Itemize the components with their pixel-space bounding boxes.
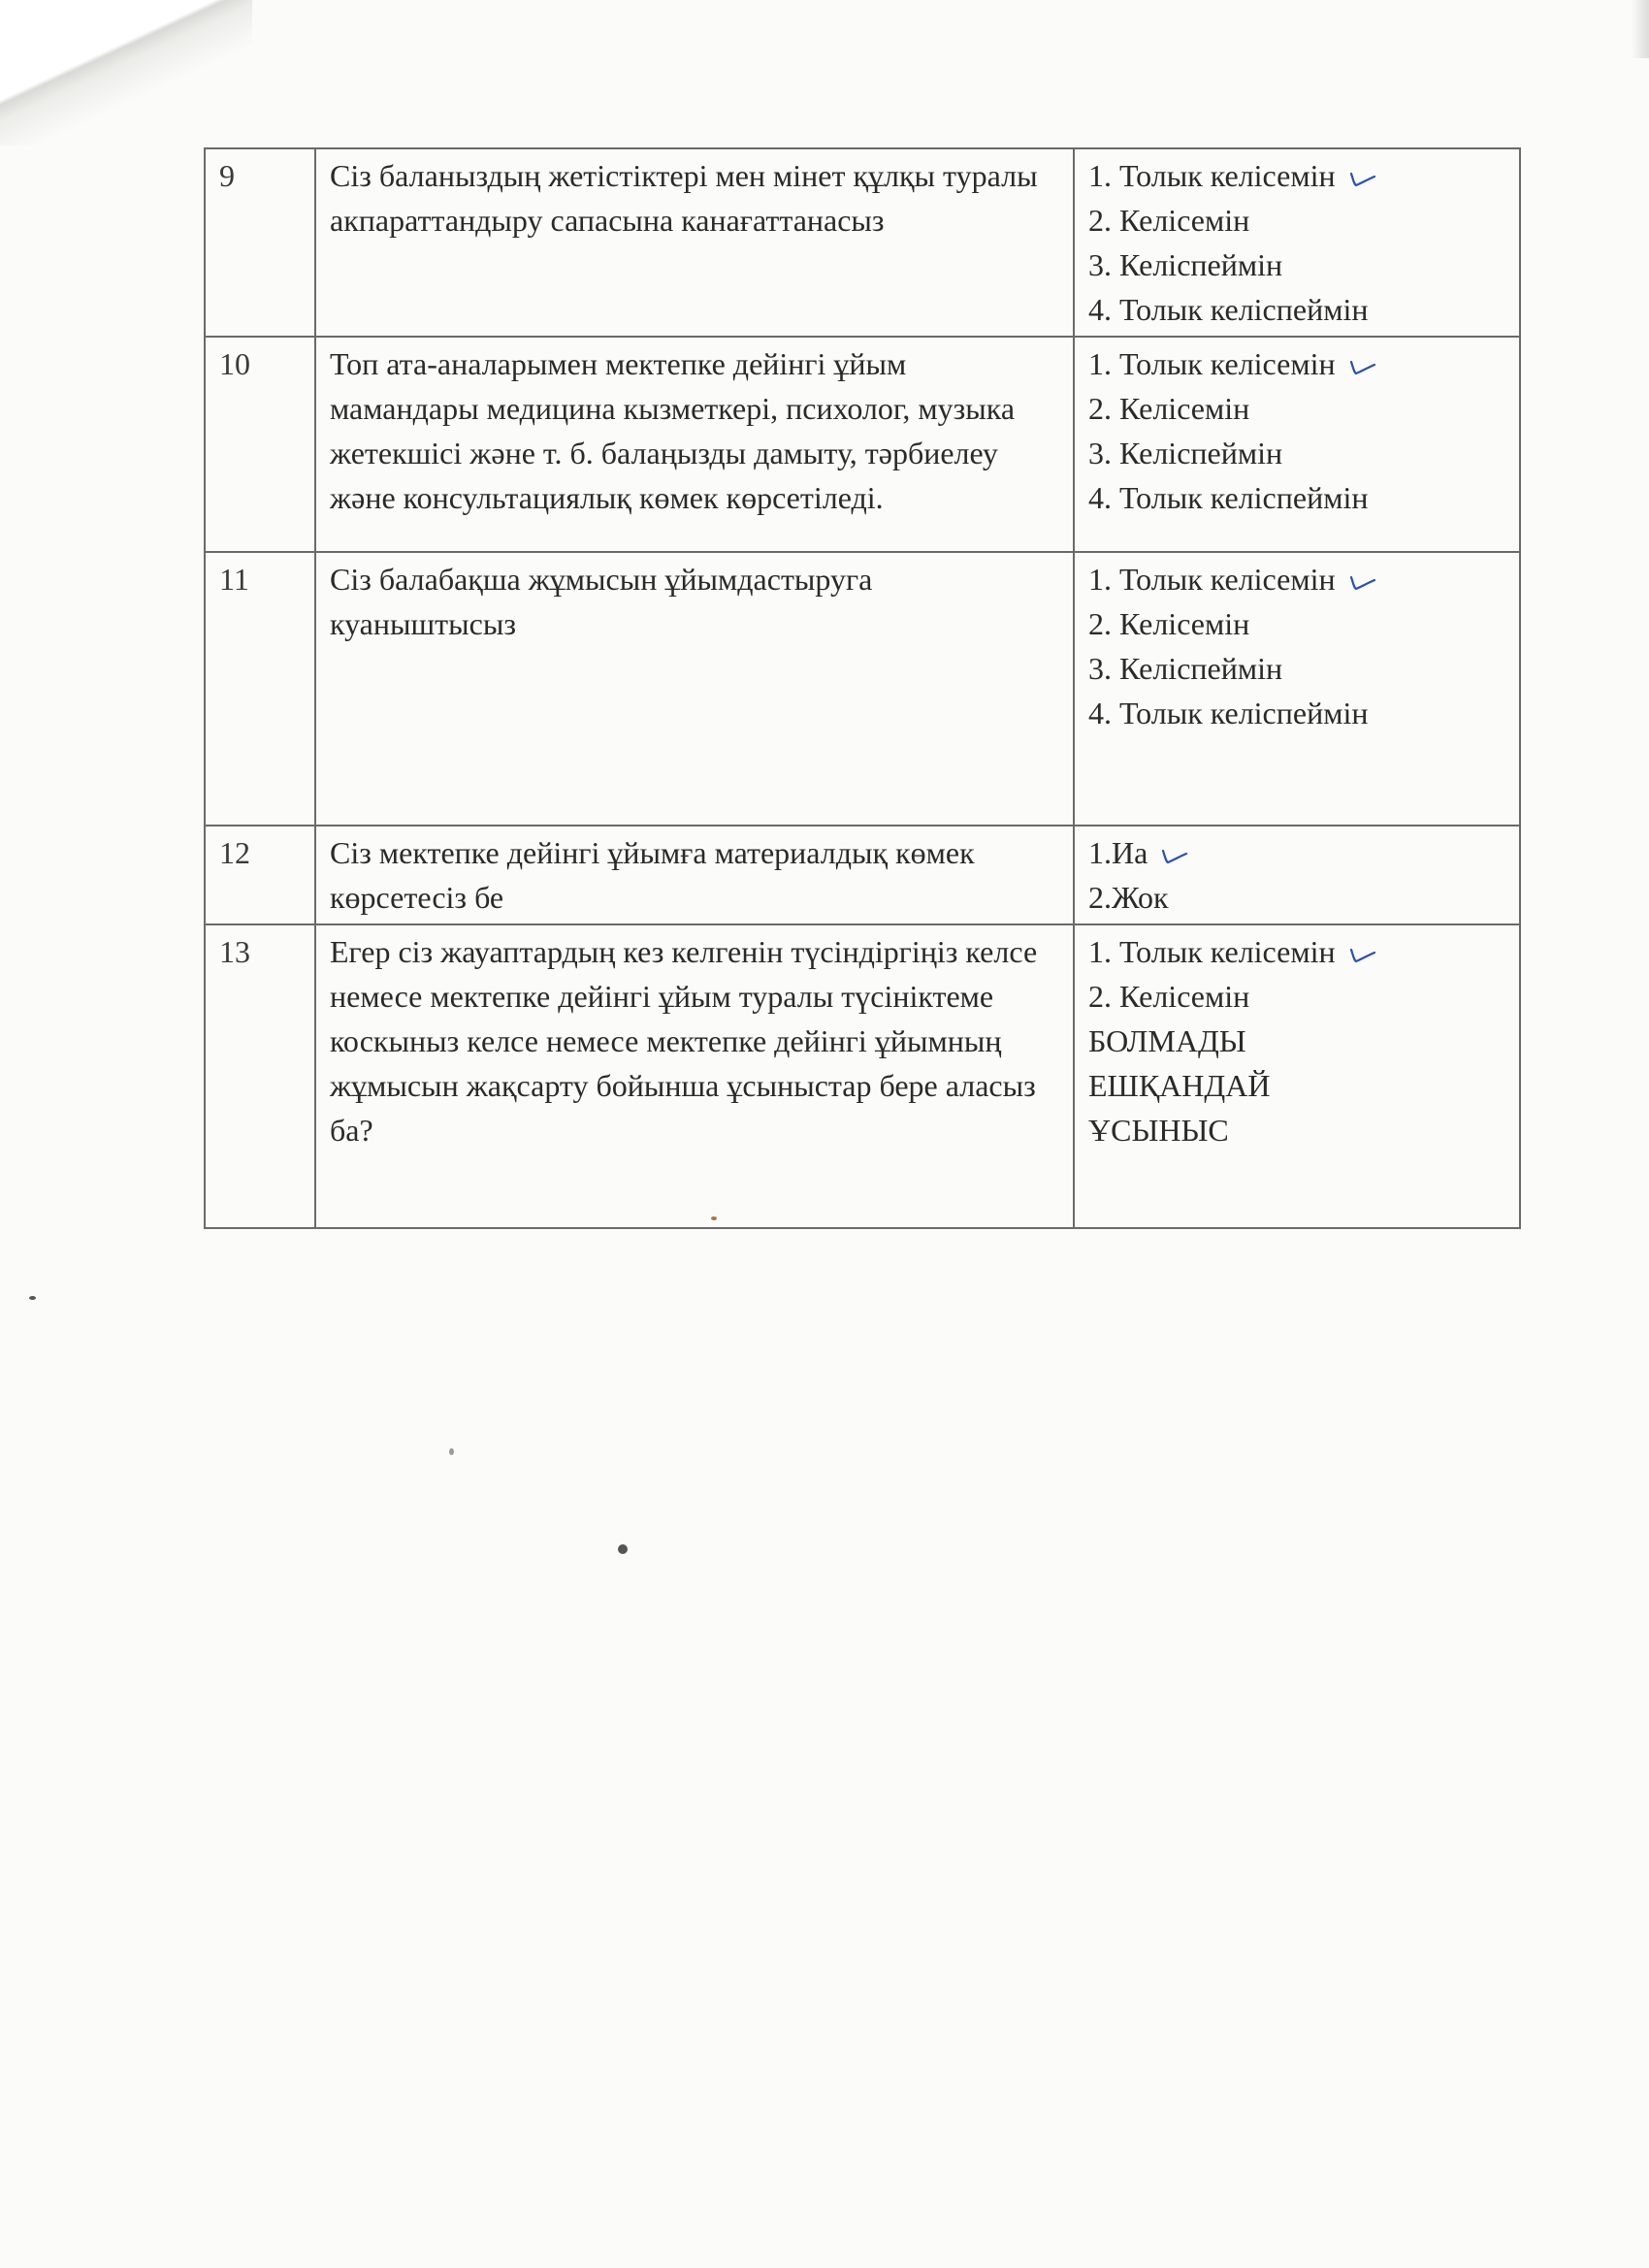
answer-options <box>1074 826 1520 924</box>
handwritten-comment-line: ЕШҚАНДАЙ <box>1088 1068 1271 1103</box>
question-number: 9 <box>205 148 315 337</box>
question-number: 11 <box>205 552 315 826</box>
table-row <box>205 337 1520 552</box>
answer-option <box>1088 341 1505 386</box>
answer-list <box>1088 830 1505 920</box>
answer-option-label: 4. Толык келіспеймін <box>1088 696 1369 730</box>
answer-option-label: 1. Толык келісемін <box>1088 346 1336 381</box>
answer-list <box>1088 929 1505 1019</box>
handwritten-checkmark-icon <box>1349 359 1376 376</box>
answer-option <box>1088 691 1505 735</box>
answer-option <box>1088 198 1505 243</box>
answer-option <box>1088 875 1505 920</box>
answer-option-label: 4. Толык келіспеймін <box>1088 480 1369 515</box>
answer-option <box>1088 929 1505 974</box>
question-text: Топ ата-аналарымен мектепке дейінгі ұйым мамандары медицина кызметкері, психолог, музыка жетекшісі және т. б. балаңызды дамыту, тәрбиелеу және консультациялық көмек көрсетіледі. <box>315 337 1074 552</box>
answer-option <box>1088 287 1505 332</box>
scan-speck <box>711 1216 717 1220</box>
question-text: Егер сіз жауаптардың кез келгенін түсіндіргіңіз келсе немесе мектепке дейінгі ұйым туралы түсініктеме коскыныз келсе немесе мектепке дейінгі ұйымның жұмысын жақсарту бойынша ұсыныстар бере аласыз ба? <box>315 924 1074 1228</box>
table-row <box>205 826 1520 924</box>
answer-options <box>1074 148 1520 337</box>
answer-list <box>1088 341 1505 520</box>
answer-option-label: 4. Толык келіспеймін <box>1088 292 1369 327</box>
answer-option-label: 2. Келісемін <box>1088 606 1250 641</box>
answer-option-label: 1.Иа <box>1088 835 1148 870</box>
answer-list <box>1088 153 1505 332</box>
table-row <box>205 924 1520 1228</box>
answer-options <box>1074 337 1520 552</box>
answer-option-label: 1. Толык келісемін <box>1088 562 1336 597</box>
folded-corner <box>0 0 252 146</box>
handwritten-checkmark-icon <box>1349 947 1376 964</box>
answer-list <box>1088 557 1505 735</box>
handwritten-checkmark-icon <box>1349 574 1376 592</box>
answer-option <box>1088 646 1505 691</box>
scan-speck <box>29 1296 36 1300</box>
answer-option-label: 2. Келісемін <box>1088 979 1250 1014</box>
scan-speck <box>618 1544 628 1554</box>
answer-option <box>1088 601 1505 646</box>
answer-option <box>1088 557 1505 601</box>
answer-option-label: 3. Келіспеймін <box>1088 436 1283 470</box>
answer-option <box>1088 830 1505 875</box>
question-number: 13 <box>205 924 315 1228</box>
question-text: Сіз баланыздың жетістіктері мен мінет құлқы туралы акпараттандыру сапасына канағаттанасыз <box>315 148 1074 337</box>
handwritten-comment-line: ҰСЫНЫС <box>1088 1113 1229 1148</box>
answer-option <box>1088 243 1505 287</box>
answer-option-label: 3. Келіспеймін <box>1088 247 1283 282</box>
handwritten-checkmark-icon <box>1349 171 1376 188</box>
scan-edge-shadow <box>1632 0 1649 58</box>
answer-option-label: 2. Келісемін <box>1088 391 1250 426</box>
handwritten-checkmark-icon <box>1161 848 1188 865</box>
answer-options <box>1074 552 1520 826</box>
question-number: 12 <box>205 826 315 924</box>
answer-option-label: 2. Келісемін <box>1088 203 1250 238</box>
answer-option <box>1088 153 1505 198</box>
answer-options <box>1074 924 1520 1228</box>
answer-option-label: 1. Толык келісемін <box>1088 934 1336 969</box>
answer-option-label: 3. Келіспеймін <box>1088 651 1283 686</box>
question-number: 10 <box>205 337 315 552</box>
answer-option <box>1088 431 1505 475</box>
scan-speck <box>449 1448 454 1455</box>
answer-option-label: 1. Толык келісемін <box>1088 158 1336 193</box>
answer-option <box>1088 475 1505 520</box>
answer-option <box>1088 386 1505 431</box>
question-text: Сіз мектепке дейінгі ұйымға материалдық көмек көрсетесіз бе <box>315 826 1074 924</box>
handwritten-comment-line: БОЛМАДЫ <box>1088 1023 1246 1058</box>
table-row <box>205 552 1520 826</box>
answer-option-label: 2.Жок <box>1088 880 1169 915</box>
question-text: Сіз балабақша жұмысын ұйымдастыруга куаныштысыз <box>315 552 1074 826</box>
table-row <box>205 148 1520 337</box>
survey-table <box>204 147 1521 1229</box>
answer-option <box>1088 974 1505 1019</box>
